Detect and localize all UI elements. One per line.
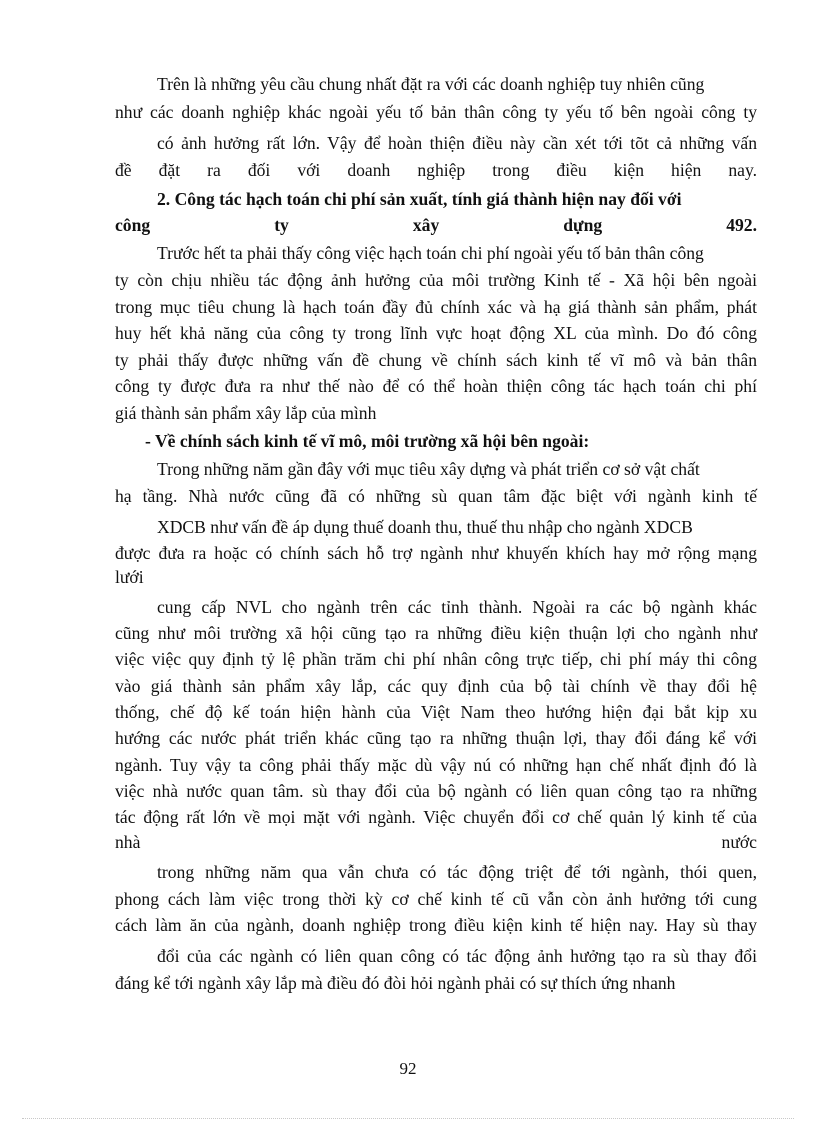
text-line: việc nhà nước quan tâm. sù thay đổi của bộ ngành có liên quan công tạo ra những (115, 781, 757, 801)
text-line: cũng như môi trường xã hội cũng tạo ra những điều kiện thuận lợi cho ngành như (115, 623, 757, 643)
text-line: nhà nước (115, 832, 757, 852)
text-line: XDCB như vấn đề áp dụng thuế doanh thu, thuế thu nhập cho ngành XDCB (157, 517, 693, 537)
text-line: đề đặt ra đối với doanh nghiệp trong điều kiện hiện nay. (115, 160, 757, 180)
text-line: giá thành sản phẩm xây lắp của mình (115, 403, 377, 423)
text-line: trong những năm qua vẫn chưa có tác động triệt để tới ngành, thói quen, (157, 862, 757, 882)
text-line: công ty được đưa ra như thế nào để có thể hoàn thiện công tác hạch toán chi phí (115, 376, 757, 396)
text-line: trong mục tiêu chung là hạch toán đầy đủ chính xác và hạ giá thành sản phẩm, phát (115, 297, 757, 317)
text-line: Trong những năm gần đây với mục tiêu xây dựng và phát triển cơ sở vật chất (157, 459, 700, 479)
text-line: Trước hết ta phải thấy công việc hạch toán chi phí ngoài yếu tố bản thân công (157, 243, 704, 263)
text-line: ty phải thấy được những vấn đề chung về chính sách kinh tế vĩ mô và bản thân (115, 350, 757, 370)
section-heading: công ty xây dựng 492. (115, 215, 757, 235)
page-bottom-border (22, 1118, 794, 1119)
text-line: phong cách làm việc trong thời kỳ cơ chế kinh tế cũ vẫn còn ảnh hưởng tới cung (115, 889, 757, 909)
text-line: Trên là những yêu cầu chung nhất đặt ra với các doanh nghiệp tuy nhiên cũng (157, 74, 705, 94)
text-line: thống, chế độ kế toán hiện hành của Việt Nam theo hướng hiện đại bắt kịp xu (115, 702, 757, 722)
page-number: 92 (399, 1059, 417, 1078)
text-line: tác động rất lớn về mọi mặt với ngành. Việc chuyển đổi cơ chế quản lý kinh tế của (115, 807, 757, 827)
text-line: đổi của các ngành có liên quan công có tác động ảnh hưởng tạo ra sù thay đổi (157, 946, 757, 966)
text-line: lưới (115, 567, 144, 587)
subheading: - Về chính sách kinh tế vĩ mô, môi trường xã hội bên ngoài: (145, 431, 590, 451)
text-line: ngành. Tuy vậy ta công phải thấy mặc dù vậy nú có những hạn chế nhất định đó là (115, 755, 757, 775)
text-line: như các doanh nghiệp khác ngoài yếu tố bản thân công ty yếu tố bên ngoài công ty (115, 102, 757, 122)
text-line: cung cấp NVL cho ngành trên các tỉnh thành. Ngoài ra các bộ ngành khác (157, 597, 757, 617)
text-line: huy hết khả năng của công ty trong lĩnh vực hoạt động XL của mình. Do đó công (115, 323, 757, 343)
text-line: có ảnh hưởng rất lớn. Vậy để hoàn thiện điều này cần xét tới tõt cả những vấn (157, 133, 757, 153)
text-line: việc việc quy định tỷ lệ phần trăm chi phí nhân công trực tiếp, chi phí máy thi công (115, 649, 757, 669)
text-line: hạ tầng. Nhà nước cũng đã có những sù quan tâm đặc biệt với ngành kinh tế (115, 486, 757, 506)
text-line: cách làm ăn của ngành, doanh nghiệp trong điều kiện kinh tế hiện nay. Hay sù thay (115, 915, 757, 935)
section-heading: 2. Công tác hạch toán chi phí sản xuất, tính giá thành hiện nay đối với (157, 189, 682, 209)
text-line: hướng các nước phát triển khác cũng tạo ra những thuận lợi, thay đổi đáng kể với (115, 728, 757, 748)
text-line: đáng kể tới ngành xây lắp mà điều đó đòi hỏi ngành phải có sự thích ứng nhanh (115, 973, 676, 993)
text-line: được đưa ra hoặc có chính sách hỗ trợ ngành như khuyến khích hay mở rộng mạng (115, 543, 757, 563)
text-line: vào giá thành sản phẩm xây lắp, các quy định của bộ tài chính về thay đổi hệ (115, 676, 757, 696)
text-line: ty còn chịu nhiều tác động ảnh hưởng của môi trường Kinh tế - Xã hội bên ngoài (115, 270, 757, 290)
